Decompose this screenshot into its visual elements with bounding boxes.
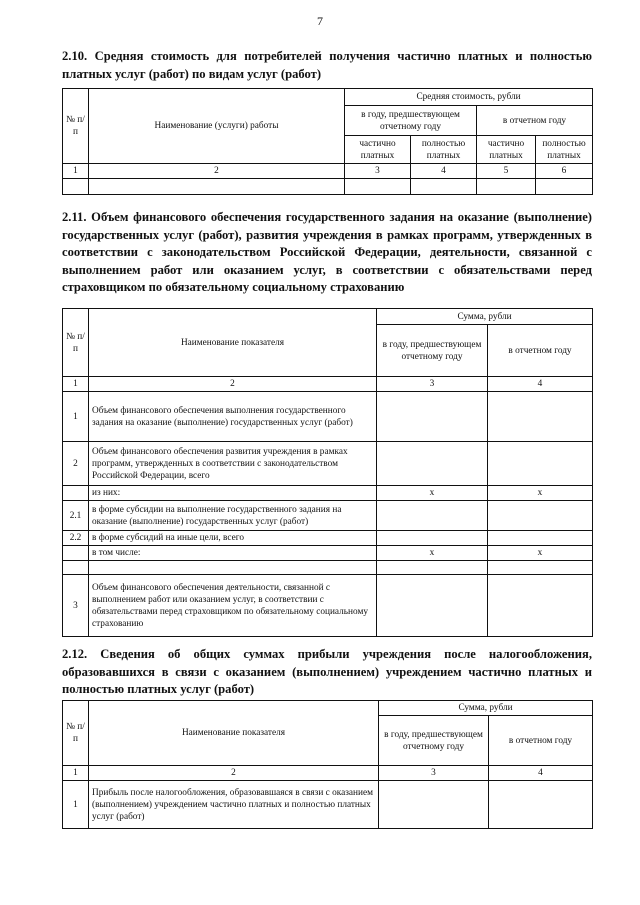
col-index: 4: [488, 377, 593, 392]
col-index: 1: [63, 377, 89, 392]
value-prev-year[interactable]: [377, 501, 488, 531]
col-prev-year-header: в году, предшествующем отчетному году: [379, 716, 489, 766]
col-index: 1: [63, 164, 89, 179]
funding-table: [62, 308, 593, 637]
row-number: 1: [63, 781, 89, 829]
col-index: 2: [89, 377, 377, 392]
row-number: 1: [63, 392, 89, 442]
col-name-header: Наименование (услуги) работы: [89, 89, 345, 164]
table-row: [63, 501, 593, 531]
col-num-header: № п/п: [63, 89, 89, 164]
col-full-prev: полностью платных: [411, 136, 477, 164]
avg-cost-table: [62, 88, 593, 195]
row-label: в том числе:: [89, 546, 377, 561]
empty-cell[interactable]: [89, 179, 345, 195]
col-index: 2: [89, 164, 345, 179]
value-prev-year[interactable]: [377, 531, 488, 546]
col-partial-curr: частично платных: [477, 136, 536, 164]
row-label: Объем финансового обеспечения выполнения государственного задания на оказание (выполнение) государственных услуг (работ): [89, 392, 377, 442]
row-number: 2.1: [63, 501, 89, 531]
col-index: 1: [63, 766, 89, 781]
table-row: [63, 546, 593, 561]
value-report-year[interactable]: [488, 501, 593, 531]
empty-cell[interactable]: [477, 179, 536, 195]
value-report-year[interactable]: [489, 781, 593, 829]
row-label: из них:: [89, 486, 377, 501]
table-row: [63, 442, 593, 486]
col-report-year-header: в отчетном году: [477, 106, 593, 136]
empty-cell[interactable]: [411, 179, 477, 195]
value-prev-year[interactable]: [377, 561, 488, 575]
row-label: в форме субсидии на выполнение государственного задания на оказание (выполнение) государственных услуг (работ): [89, 501, 377, 531]
col-full-curr: полностью платных: [536, 136, 593, 164]
table-row: [63, 531, 593, 546]
row-number: [63, 486, 89, 501]
col-index: 3: [377, 377, 488, 392]
value-prev-year[interactable]: [377, 442, 488, 486]
col-report-year-header: в отчетном году: [488, 325, 593, 377]
value-report-year[interactable]: x: [488, 546, 593, 561]
row-number: 2.2: [63, 531, 89, 546]
section-2-10-heading: 2.10. Средняя стоимость для потребителей получения частично платных и полностью платных услуг (работ) по видам услуг (работ): [62, 49, 592, 81]
col-index: 4: [411, 164, 477, 179]
col-num-header: № п/п: [63, 701, 89, 766]
value-report-year[interactable]: [488, 561, 593, 575]
section-2-12-heading: 2.12. Сведения об общих суммах прибыли учреждения после налогообложения, образовавшихся в связи с оказанием (выполнением) учреждением частично платных и полностью платных услуг (работ): [62, 647, 592, 696]
value-report-year[interactable]: x: [488, 486, 593, 501]
table-row: [63, 486, 593, 501]
row-number: [63, 546, 89, 561]
table-row: [63, 561, 593, 575]
col-index: 3: [345, 164, 411, 179]
col-num-header: № п/п: [63, 309, 89, 377]
empty-cell[interactable]: [63, 179, 89, 195]
row-label: Прибыль после налогообложения, образовавшаяся в связи с оказанием (выполнением) учреждением частично платных и полностью платных услуг (работ): [89, 781, 379, 829]
table-row: [63, 781, 593, 829]
col-avg-cost-header: Средняя стоимость, рубли: [345, 89, 593, 106]
row-number: 3: [63, 575, 89, 637]
col-name-header: Наименование показателя: [89, 309, 377, 377]
col-index: 5: [477, 164, 536, 179]
row-label: Объем финансового обеспечения развития учреждения в рамках программ, утвержденных в соответствии с законодательством Российской Федерации, всего: [89, 442, 377, 486]
value-prev-year[interactable]: [377, 575, 488, 637]
col-index: 4: [489, 766, 593, 781]
row-label: Объем финансового обеспечения деятельности, связанной с выполнением работ или оказанием услуг, в соответствии с обязательствами перед страховщиком по обязательному социальному страхованию: [89, 575, 377, 637]
page-number: 7: [317, 14, 323, 28]
col-report-year-header: в отчетном году: [489, 716, 593, 766]
value-report-year[interactable]: [488, 442, 593, 486]
col-index: 3: [379, 766, 489, 781]
section-2-11-heading: 2.11. Объем финансового обеспечения государственного задания на оказание (выполнение) государственных услуг (работ), развития учреждения в рамках программ, утвержденных в соответствии с законодательством Российской Федерации, деятельности, связанной с выполнением работ или оказанием услуг, в соответствии с обязательствами перед страховщиком по обязательному социальному страхованию: [62, 210, 592, 294]
value-prev-year[interactable]: x: [377, 486, 488, 501]
empty-cell[interactable]: [345, 179, 411, 195]
row-number: [63, 561, 89, 575]
profit-table: [62, 700, 593, 829]
empty-cell[interactable]: [536, 179, 593, 195]
col-prev-year-header: в году, предшествующем отчетному году: [345, 106, 477, 136]
table-row: [63, 392, 593, 442]
col-sum-header: Сумма, рубли: [379, 701, 593, 716]
col-sum-header: Сумма, рубли: [377, 309, 593, 325]
col-index: 6: [536, 164, 593, 179]
value-prev-year[interactable]: [377, 392, 488, 442]
value-prev-year[interactable]: [379, 781, 489, 829]
row-number: 2: [63, 442, 89, 486]
value-report-year[interactable]: [488, 392, 593, 442]
value-report-year[interactable]: [488, 531, 593, 546]
table-row: [63, 575, 593, 637]
row-label: [89, 561, 377, 575]
col-name-header: Наименование показателя: [89, 701, 379, 766]
row-label: в форме субсидий на иные цели, всего: [89, 531, 377, 546]
value-prev-year[interactable]: x: [377, 546, 488, 561]
col-index: 2: [89, 766, 379, 781]
col-partial-prev: частично платных: [345, 136, 411, 164]
value-report-year[interactable]: [488, 575, 593, 637]
col-prev-year-header: в году, предшествующем отчетному году: [377, 325, 488, 377]
